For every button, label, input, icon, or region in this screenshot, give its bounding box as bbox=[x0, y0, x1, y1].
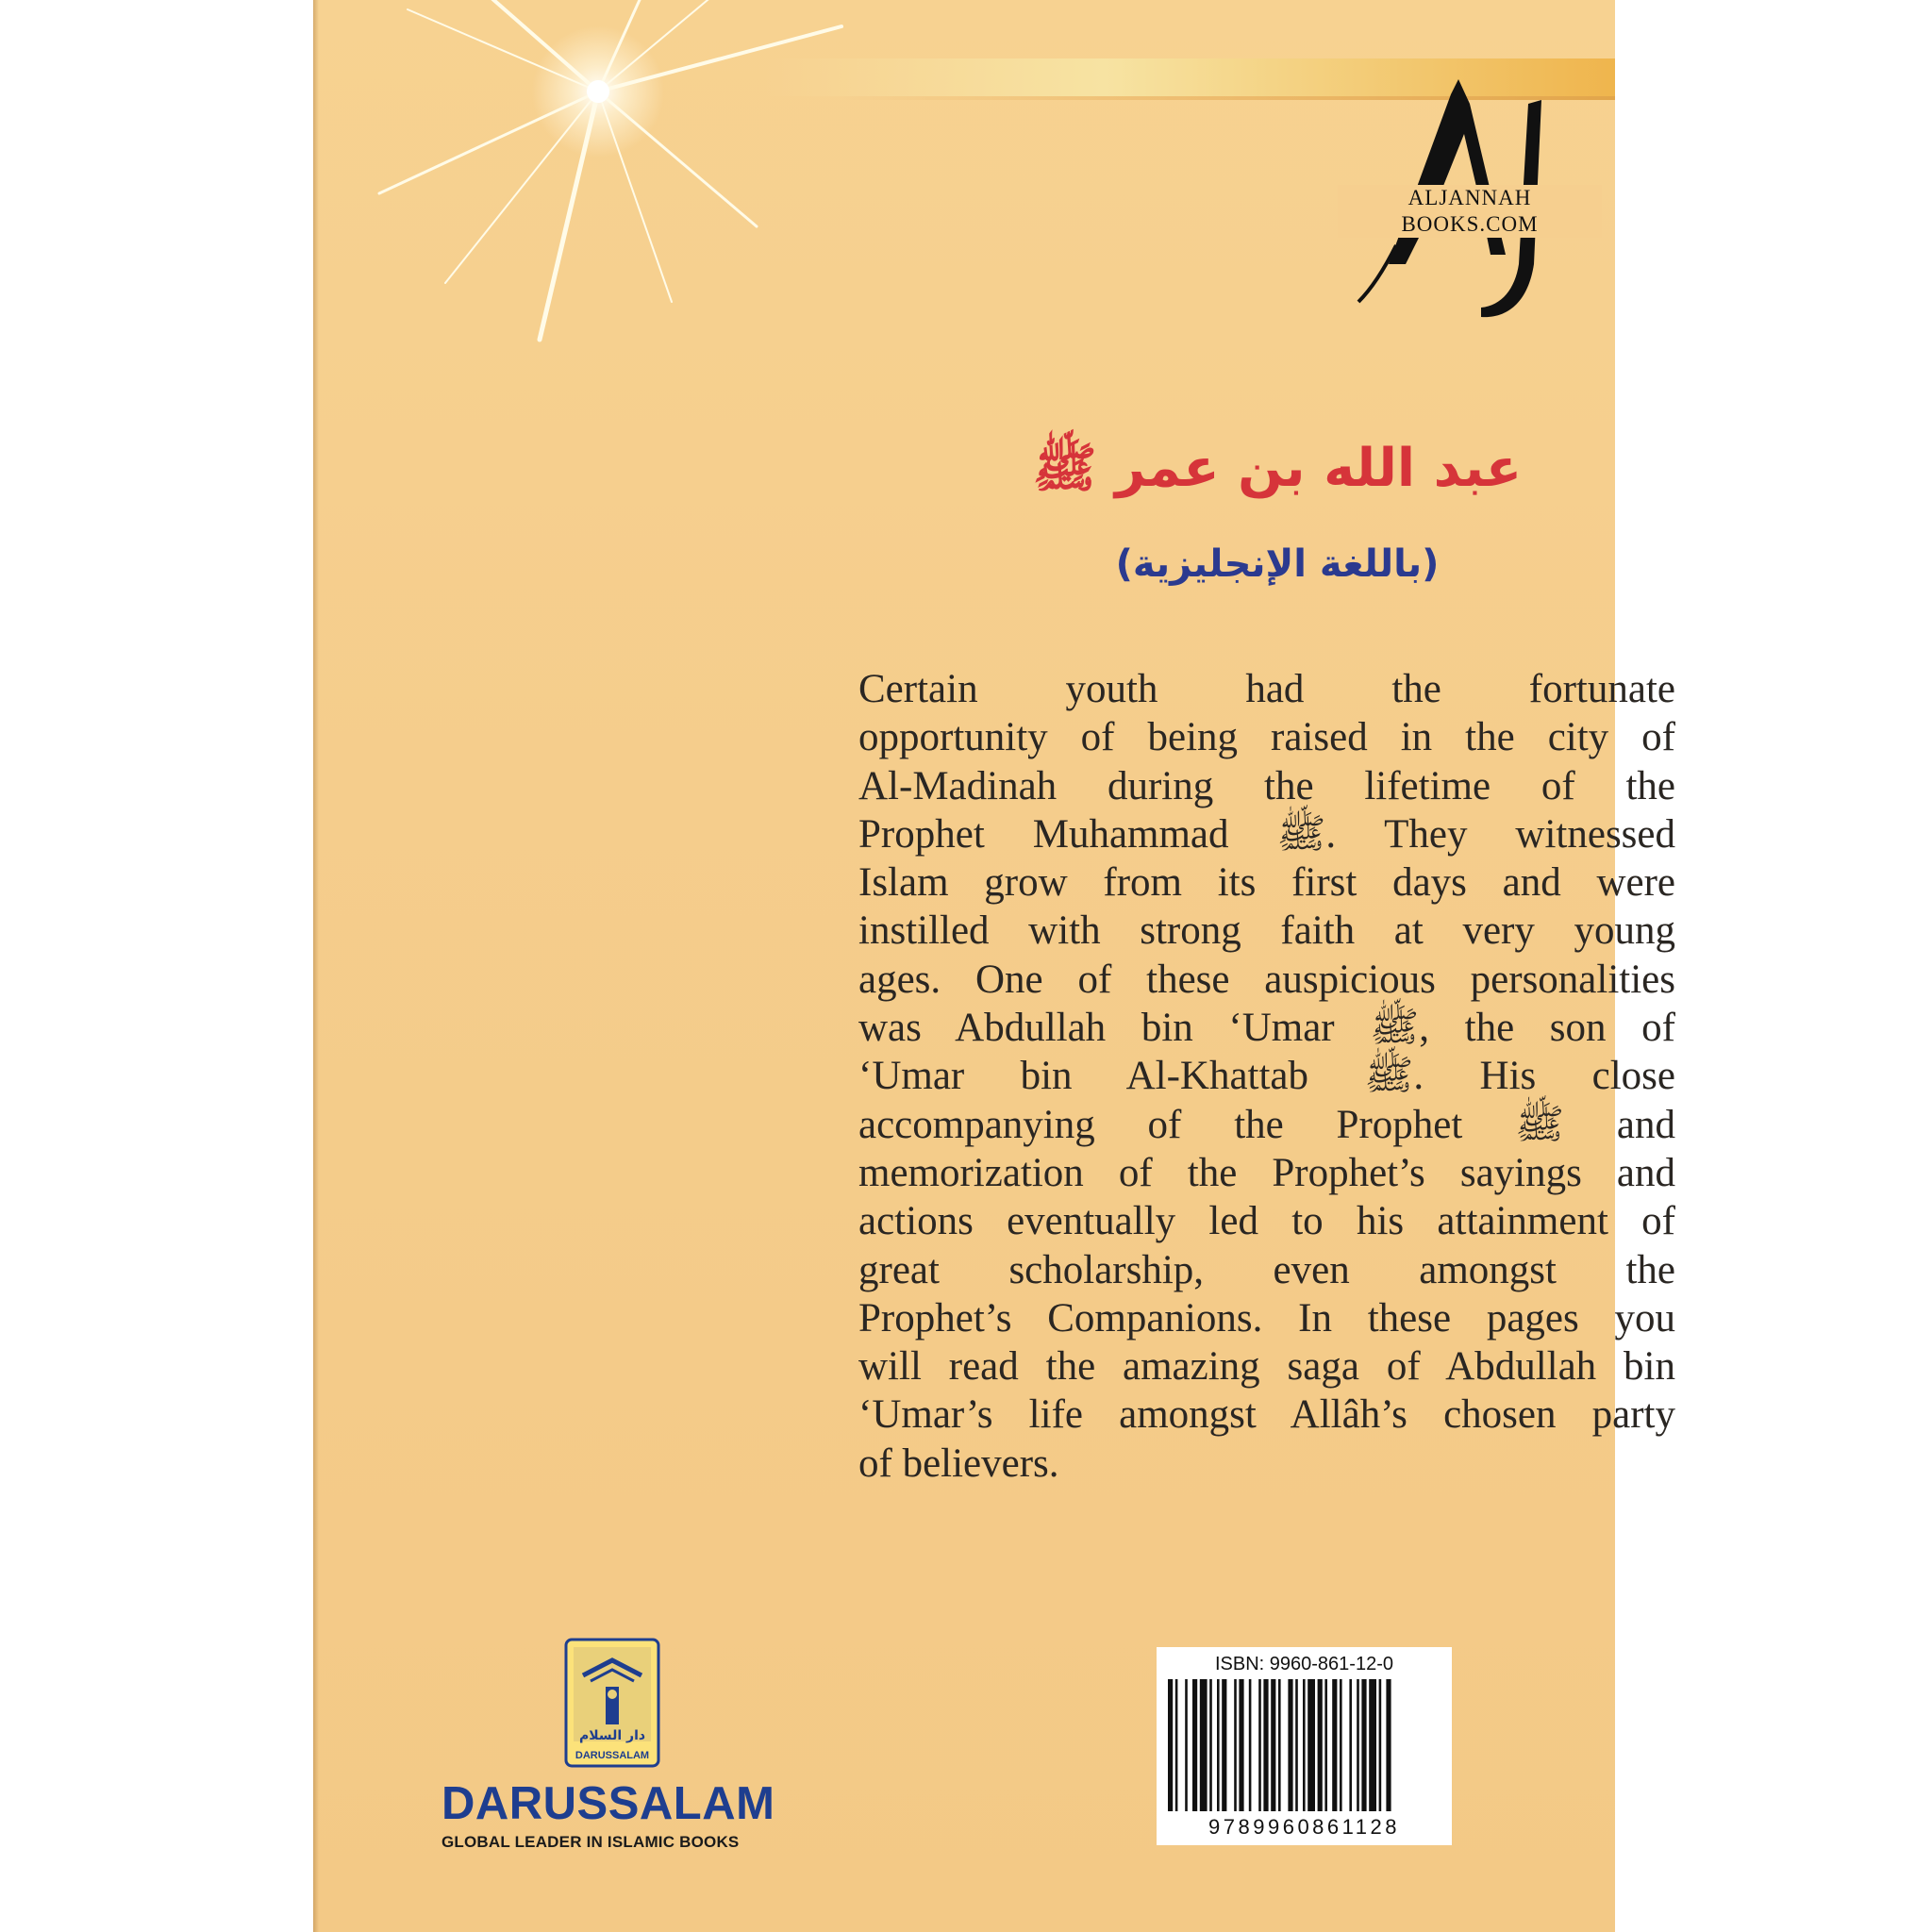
barcode-bar bbox=[1324, 1679, 1327, 1811]
barcode-bar bbox=[1295, 1679, 1298, 1811]
barcode-bar bbox=[1222, 1679, 1226, 1811]
publisher-name: DARUSSALAM bbox=[441, 1778, 775, 1829]
blurb-line: instilled with strong faith at very young bbox=[858, 908, 1675, 954]
barcode-bar bbox=[1168, 1679, 1173, 1811]
blurb-line: ages. One of these auspicious personalities bbox=[858, 957, 1675, 1002]
barcode-bar bbox=[1185, 1679, 1188, 1811]
barcode-number: 9789960861128 bbox=[1208, 1815, 1400, 1839]
blurb-line: actions eventually led to his attainment of bbox=[858, 1199, 1675, 1244]
barcode-bar bbox=[1303, 1679, 1306, 1811]
barcode-bar bbox=[1288, 1679, 1292, 1811]
blurb-line: Al-Madinah during the lifetime of the bbox=[858, 763, 1675, 808]
blurb-line: opportunity of being raised in the city of bbox=[858, 715, 1675, 760]
barcode-bar bbox=[1192, 1679, 1197, 1811]
blurb-line: memorization of the Prophet’s sayings and bbox=[858, 1150, 1675, 1195]
logo-website-text: ALJANNAH BOOKS.COM bbox=[1338, 185, 1602, 238]
blurb-line: Prophet’s Companions. In these pages you bbox=[858, 1295, 1675, 1341]
barcode-bar bbox=[1258, 1679, 1261, 1811]
barcode-bar bbox=[1349, 1679, 1352, 1811]
barcode-bar bbox=[1209, 1679, 1212, 1811]
blurb-line: ‘Umar bin Al-Khattab ﷺ. His close bbox=[858, 1054, 1675, 1099]
arabic-subtitle: (باللغة الإنجليزية) bbox=[1115, 542, 1440, 586]
barcode-bars bbox=[1168, 1679, 1441, 1811]
barcode-bar bbox=[1239, 1679, 1243, 1811]
blurb-line: accompanying of the Prophet ﷺ and bbox=[858, 1102, 1675, 1147]
barcode-bar bbox=[1271, 1679, 1275, 1811]
emblem-arabic-text: دار السلام bbox=[578, 1728, 646, 1743]
barcode-bar bbox=[1357, 1679, 1359, 1811]
isbn-barcode bbox=[1157, 1647, 1452, 1845]
blurb-line: will read the amazing saga of Abdullah bin bbox=[858, 1344, 1675, 1390]
blurb-line: of believers. bbox=[858, 1441, 1059, 1486]
blurb-line: Prophet Muhammad ﷺ. They witnessed bbox=[858, 811, 1675, 857]
isbn-label: ISBN: 9960-861-12-0 bbox=[1214, 1654, 1393, 1674]
barcode-bar bbox=[1361, 1679, 1366, 1811]
barcode-bar bbox=[1332, 1679, 1337, 1811]
barcode-bar bbox=[1379, 1679, 1382, 1811]
barcode-bar bbox=[1249, 1679, 1252, 1811]
blurb-line: ‘Umar’s life amongst Allâh’s chosen party bbox=[858, 1392, 1675, 1438]
blurb-line: Certain youth had the fortunate bbox=[858, 667, 1675, 711]
barcode-bar bbox=[1386, 1679, 1391, 1811]
barcode-bar bbox=[1175, 1679, 1178, 1811]
barcode-bar bbox=[1278, 1679, 1281, 1811]
blurb-line: Islam grow from its first days and were bbox=[858, 860, 1675, 906]
arabic-title: عبد الله بن عمر ﷺ bbox=[1032, 438, 1523, 499]
emblem-label: DARUSSALAM bbox=[575, 1750, 650, 1761]
barcode-bar bbox=[1340, 1679, 1342, 1811]
barcode-bar bbox=[1369, 1679, 1376, 1811]
darussalam-emblem bbox=[564, 1638, 660, 1768]
blurb-text bbox=[858, 665, 1675, 1488]
barcode-bar bbox=[1217, 1679, 1220, 1811]
barcode-bar bbox=[1234, 1679, 1237, 1811]
barcode-bar bbox=[1200, 1679, 1208, 1811]
blurb-line: great scholarship, even amongst the bbox=[858, 1247, 1675, 1292]
publisher-tagline: GLOBAL LEADER IN ISLAMIC BOOKS bbox=[441, 1833, 740, 1851]
barcode-bar bbox=[1307, 1679, 1315, 1811]
barcode-bar bbox=[1263, 1679, 1268, 1811]
barcode-bar bbox=[1318, 1679, 1323, 1811]
blurb-line: was Abdullah bin ‘Umar ﷺ, the son of bbox=[858, 1006, 1675, 1051]
